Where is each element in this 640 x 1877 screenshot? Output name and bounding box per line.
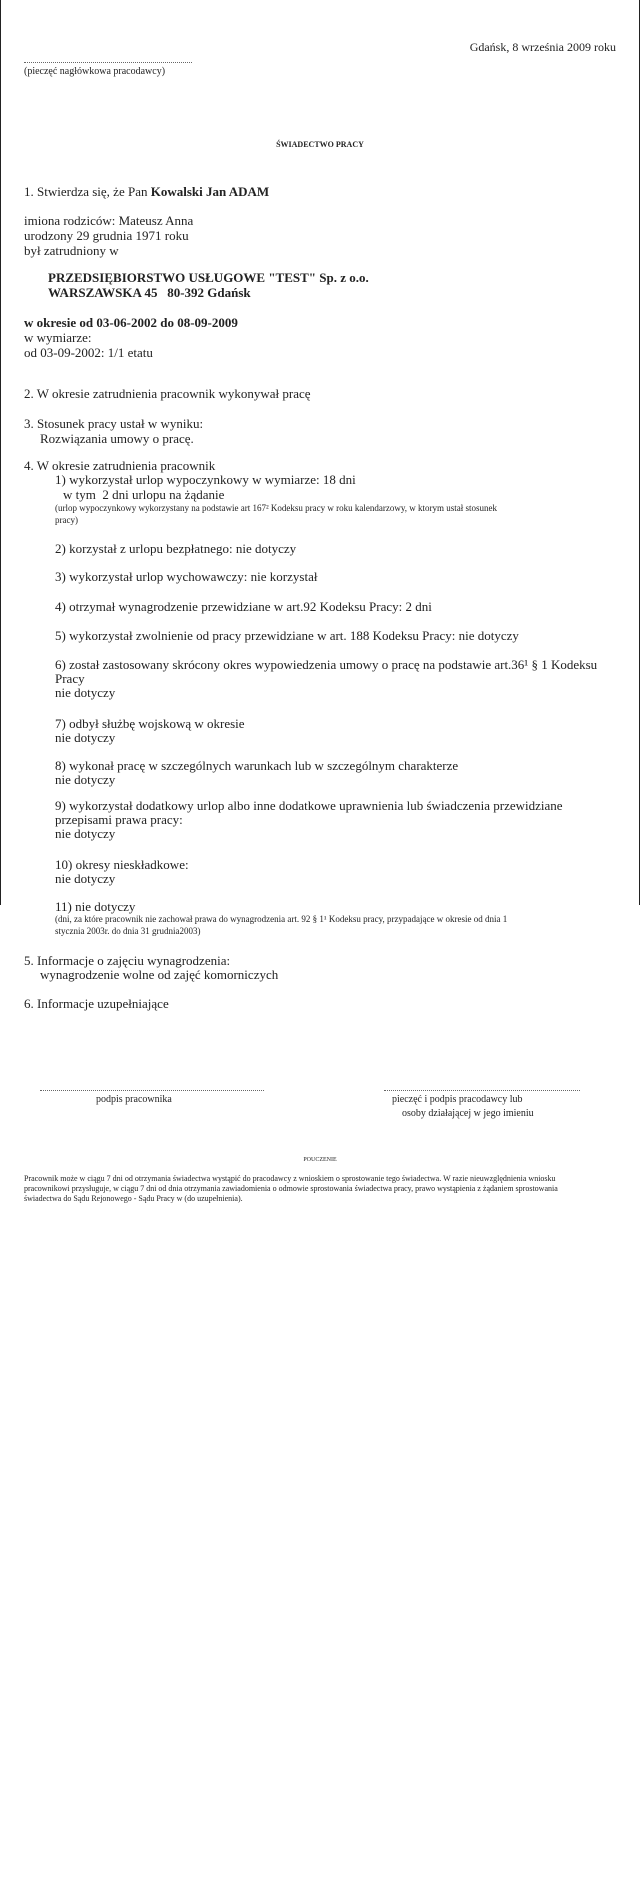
notice-text-3: świadectwa do Sądu Rejonowego - Sądu Pracy w (do uzupełnienia). <box>24 1194 243 1203</box>
employer-signature-caption: pieczęć i podpis pracodawcy lub <box>392 1094 523 1105</box>
item-10-non-contributory: 10) okresy nieskładkowe: <box>55 857 189 872</box>
employee-signature-line <box>40 1090 264 1091</box>
item-10-value: nie dotyczy <box>55 871 116 886</box>
employment-period: w okresie od 03-06-2002 do 08-09-2009 <box>24 315 238 330</box>
item-11-note-cont: stycznia 2003r. do dnia 31 grudnia2003) <box>55 926 201 936</box>
employer-signature-line <box>384 1090 580 1091</box>
dimension-label: w wymiarze: <box>24 330 92 345</box>
notice-title: POUCZENIE <box>303 1157 337 1163</box>
section-5-heading: 5. Informacje o zajęciu wynagrodzenia: <box>24 953 231 968</box>
notice-text-2: pracownikowi przysługuje, w ciągu 7 dni od dnia otrzymania zawiadomienia o odmowie sprostowania świadectwa pracy, prawo wystąpienia z żądaniem sprostowania <box>24 1184 558 1193</box>
employee-name: Kowalski Jan ADAM <box>150 184 270 199</box>
section-1-prefix: 1. Stwierdza się, że Pan <box>24 184 151 199</box>
stamp-line <box>24 62 192 63</box>
item-8-value: nie dotyczy <box>55 772 116 787</box>
employer-address: WARSZAWSKA 45 80-392 Gdańsk <box>48 285 251 300</box>
item-2-unpaid-leave: 2) korzystał z urlopu bezpłatnego: nie dotyczy <box>55 541 297 556</box>
employed-label: był zatrudniony w <box>24 243 119 258</box>
section-3-heading: 3. Stosunek pracy ustał w wyniku: <box>24 416 204 431</box>
item-8-special-conditions: 8) wykonał pracę w szczególnych warunkach lub w szczególnym charakterze <box>55 758 459 773</box>
garnishment-info: wynagrodzenie wolne od zajęć komorniczych <box>40 967 279 982</box>
stamp-caption: (pieczęć nagłówkowa pracodawcy) <box>24 66 166 77</box>
item-1-note: (urlop wypoczynkowy wykorzystany na podstawie art 167² Kodeksu pracy w roku kalendarzowy, w ktorym ustał stosunek <box>55 503 498 513</box>
item-7-value: nie dotyczy <box>55 730 116 745</box>
place-date: Gdańsk, 8 września 2009 roku <box>469 40 616 54</box>
item-1-leave: 1) wykorzystał urlop wypoczynkowy w wymiarze: 18 dni <box>55 472 356 487</box>
item-6-notice: 6) został zastosowany skrócony okres wypowiedzenia umowy o pracę na podstawie art.36¹ § 1 Kodeksu <box>55 657 598 672</box>
section-4-heading: 4. W okresie zatrudnienia pracownik <box>24 458 216 473</box>
dimension-value: od 03-09-2002: 1/1 etatu <box>24 345 153 360</box>
parents-names: imiona rodziców: Mateusz Anna <box>24 213 194 228</box>
employer-name: PRZEDSIĘBIORSTWO USŁUGOWE "TEST" Sp. z o.o. <box>48 270 369 285</box>
item-1-on-demand: w tym 2 dni urlopu na żądanie <box>63 487 225 502</box>
item-11: 11) nie dotyczy <box>55 899 136 914</box>
item-7-military: 7) odbył służbę wojskową w okresie <box>55 716 245 731</box>
employer-signature-caption-cont: osoby działającej w jego imieniu <box>402 1108 534 1119</box>
item-11-note: (dni, za które pracownik nie zachował prawa do wynagrodzenia art. 92 § 1¹ Kodeksu pracy, przypadające w okresie od dnia 1 <box>55 914 508 924</box>
item-6-value: nie dotyczy <box>55 685 116 700</box>
employee-signature-caption: podpis pracownika <box>96 1094 172 1105</box>
notice-text-1: Pracownik może w ciągu 7 dni od otrzymania świadectwa wystąpić do pracodawcy z wnioskiem o sprostowanie tego świadectwa. W razie nieuwzględnienia wniosku <box>24 1174 556 1183</box>
document-title: ŚWIADECTWO PRACY <box>276 140 364 149</box>
section-6: 6. Informacje uzupełniające <box>24 996 169 1011</box>
item-6-notice-cont: Pracy <box>55 671 85 686</box>
section-2: 2. W okresie zatrudnienia pracownik wykonywał pracę <box>24 386 311 401</box>
item-9-additional-leave-cont: przepisami prawa pracy: <box>55 812 183 827</box>
item-9-additional-leave: 9) wykorzystał dodatkowy urlop albo inne dodatkowe uprawnienia lub świadczenia przewidziane <box>55 798 563 813</box>
item-5-release: 5) wykorzystał zwolnienie od pracy przewidziane w art. 188 Kodeksu Pracy: nie dotyczy <box>55 628 519 643</box>
section-1-line <box>24 184 269 199</box>
item-1-note-cont: pracy) <box>55 515 78 525</box>
item-4-remuneration: 4) otrzymał wynagrodzenie przewidziane w art.92 Kodeksu Pracy: 2 dni <box>55 599 432 614</box>
birth-date: urodzony 29 grudnia 1971 roku <box>24 228 189 243</box>
item-3-parental-leave: 3) wykorzystał urlop wychowawczy: nie korzystał <box>55 569 318 584</box>
item-9-value: nie dotyczy <box>55 826 116 841</box>
termination-reason: Rozwiązania umowy o pracę. <box>40 431 194 446</box>
